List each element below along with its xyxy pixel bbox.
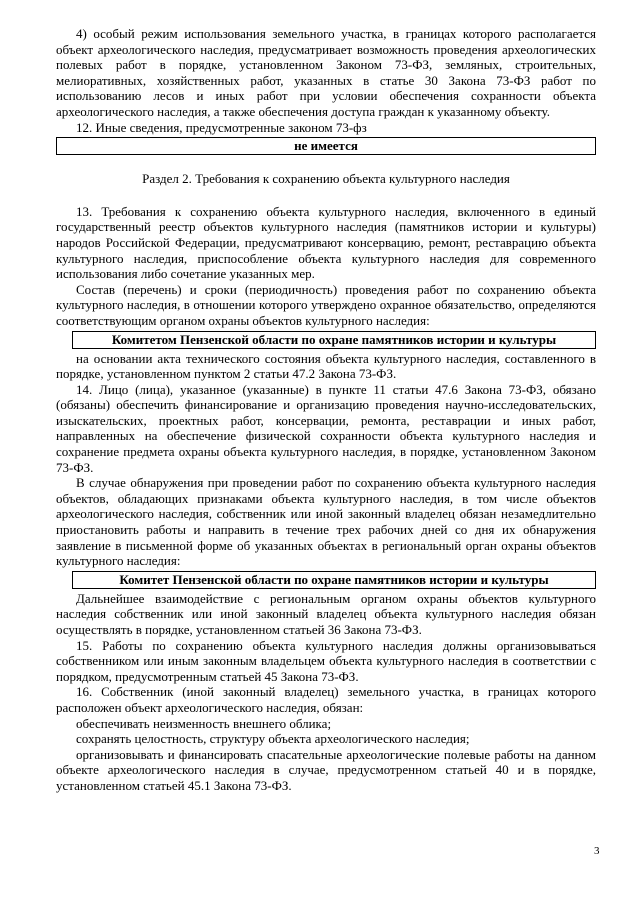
section-2-title: Раздел 2. Требования к сохранению объекта культурного наследия: [142, 171, 510, 187]
box-committee-1: Комитетом Пензенской области по охране памятников истории и культуры: [72, 331, 596, 349]
paragraph-16-item-1: обеспечивать неизменность внешнего облика;: [76, 715, 332, 731]
paragraph-composition: Состав (перечень) и сроки (периодичность) проведения работ по сохранению объекта культурного наследия, в отношении которого утверждено охранное обязательство, определяются соответствующим органом охраны объектов культурного наследия:: [56, 281, 596, 328]
paragraph-basis: на основании акта технического состояния объекта культурного наследия, составленного в порядке, установленном пунктом 2 статьи 47.2 Закона 73-ФЗ.: [56, 350, 596, 382]
document-page: [56, 26, 596, 794]
paragraph-discovery: В случае обнаружения при проведении работ по сохранению объекта культурного наследия объектов, обладающих признаками объекта культурного наследия, в том числе объектов археологического наследия, собственник или иной законный владелец обязан незамедлительно приостановить работы и направить в течение трех рабочих дней со дня их обнаружения заявление в письменной форме об указанных объектах в региональный орган охраны объектов культурного наследия:: [56, 475, 596, 569]
page-number: 3: [594, 845, 600, 857]
box-committee-2: Комитет Пензенской области по охране памятников истории и культуры: [72, 571, 596, 589]
paragraph-16-item-2: сохранять целостность, структуру объекта археологического наследия;: [76, 731, 470, 747]
paragraph-16: 16. Собственник (иной законный владелец) земельного участка, в границах которого расположен объект археологического наследия, обязан:: [56, 684, 596, 715]
paragraph-12: 12. Иные сведения, предусмотренные законом 73-фз: [76, 119, 367, 135]
paragraph-13: 13. Требования к сохранению объекта культурного наследия, включенного в единый государственный реестр объектов культурного наследия (памятников истории и культуры) народов Российской Федерации, предусматривают консервацию, ремонт, реставрацию объекта культурного наследия, приспособление объекта культурного наследия для современного использования либо сочетание указанных мер.: [56, 203, 596, 282]
paragraph-15: 15. Работы по сохранению объекта культурного наследия должны организовываться собственником или иным законным владельцем объекта культурного наследия в соответствии с порядком, предусмотренным статьей 45 Закона 73-ФЗ.: [56, 637, 596, 684]
paragraph-special-regime: 4) особый режим использования земельного участка, в границах которого располагается объект археологического наследия, предусматривает возможность проведения археологических полевых работ в порядке, установленном Законом 73-ФЗ, земляных, строительных, мелиоративных, хозяйственных работ, указанных в статье 30 Закона 73-ФЗ работ по использованию лесов и иных работ при условии обеспечения сохранности объекта археологического наследия, а также обеспечения доступа граждан к указанному объекту.: [56, 26, 596, 119]
paragraph-16-item-3: организовывать и финансировать спасательные археологические полевые работы на данном объекте археологического наследия в случае, предусмотренном статьей 40 и в порядке, установленном статьей 45.1 Закона 73-ФЗ.: [56, 746, 596, 793]
box-not-available: не имеется: [56, 137, 596, 155]
paragraph-interaction: Дальнейшее взаимодействие с региональным органом охраны объектов культурного наследия собственник или иной законный владелец объекта культурного наследия обязан осуществлять в порядке, установленном статьей 36 Закона 73-ФЗ.: [56, 590, 596, 637]
paragraph-14: 14. Лицо (лица), указанное (указанные) в пункте 11 статьи 47.6 Закона 73-ФЗ, обязано (обязаны) обеспечить финансирование и организацию проведения научно-исследовательских, изыскательских, проектных работ, консервации, ремонта, реставрации и иных работ, направленных на обеспечение физической сохранности объекта культурного наследия и сохранение предмета охраны объекта культурного наследия, в порядке, установленном Законом 73-ФЗ.: [56, 381, 596, 475]
